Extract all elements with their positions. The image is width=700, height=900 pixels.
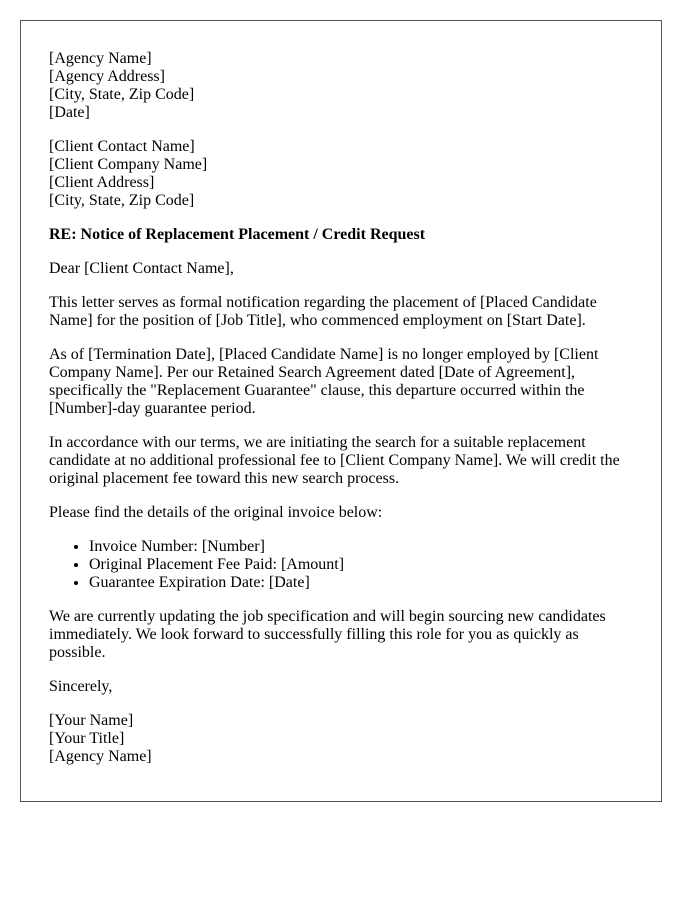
- list-item-placement-fee: • Original Placement Fee Paid: [Amount]: [89, 556, 633, 574]
- paragraph-notification: This letter serves as formal notification regarding the placement of [Placed Candidate Name] for the position of [Job Title], who commenced employment on [Start Date].: [49, 294, 597, 329]
- letter-date: [Date]: [49, 104, 90, 121]
- list-item-invoice-number: • Invoice Number: [Number]: [89, 538, 633, 556]
- salutation: Dear [Client Contact Name],: [49, 260, 234, 277]
- sender-agency-address: [Agency Address]: [49, 68, 165, 85]
- invoice-details-list: [49, 538, 633, 592]
- recipient-company-name: [Client Company Name]: [49, 156, 208, 173]
- subject-line: RE: Notice of Replacement Placement / Credit Request: [49, 226, 426, 243]
- signature-title: [Your Title]: [49, 730, 125, 747]
- paragraph-closing: We are currently updating the job specification and will begin sourcing new candidates immediately. We look forward to successfully filling this role for you as quickly as possible.: [49, 608, 606, 661]
- sender-agency-name: [Agency Name]: [49, 50, 152, 67]
- paragraph-invoice-intro: Please find the details of the original invoice below:: [49, 504, 383, 521]
- paragraph-termination: As of [Termination Date], [Placed Candidate Name] is no longer employed by [Client Company Name]. Per our Retained Search Agreement dated [Date of Agreement], specifically the "Replacement Guarantee" clause, this departure occurred within the [Number]-day guarantee period.: [49, 346, 599, 417]
- letter-page: [20, 20, 662, 802]
- signature-agency: [Agency Name]: [49, 748, 152, 765]
- signature-block: [49, 712, 633, 766]
- recipient-address: [Client Address]: [49, 174, 155, 191]
- recipient-contact-name: [Client Contact Name]: [49, 138, 195, 155]
- sender-block: [49, 50, 633, 122]
- sender-city-state-zip: [City, State, Zip Code]: [49, 86, 195, 103]
- list-item-guarantee-expiration: • Guarantee Expiration Date: [Date]: [89, 574, 633, 592]
- paragraph-replacement-terms: In accordance with our terms, we are initiating the search for a suitable replacement candidate at no additional professional fee to [Client Company Name]. We will credit the original placement fee toward this new search process.: [49, 434, 620, 487]
- recipient-block: [49, 138, 633, 210]
- closing: Sincerely,: [49, 678, 113, 695]
- recipient-city-state-zip: [City, State, Zip Code]: [49, 192, 195, 209]
- signature-name: [Your Name]: [49, 712, 134, 729]
